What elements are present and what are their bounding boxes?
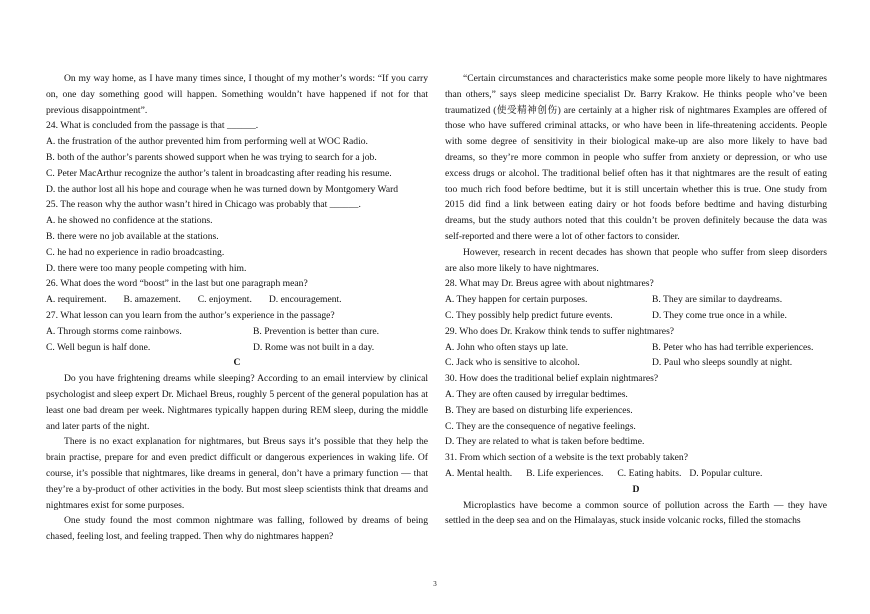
question-29-option-d: D. Paul who sleeps soundly at night. bbox=[652, 357, 793, 369]
left-column bbox=[46, 71, 428, 545]
question-28-options-row-1 bbox=[445, 292, 827, 308]
question-28-option-d: D. They come true once in a while. bbox=[652, 309, 787, 321]
question-31-option-d: D. Popular culture. bbox=[689, 467, 763, 479]
passage-c-paragraph-3: One study found the most common nightmare was falling, followed by dreams of being chased, feeling lost, and feeling trapped. Then why do nightmares happen? bbox=[46, 515, 428, 543]
question-27-option-b: B. Prevention is better than cure. bbox=[253, 325, 380, 337]
question-27-option-d: D. Rome was not built in a day. bbox=[253, 341, 375, 353]
question-24-option-c: C. Peter MacArthur recognize the author’s talent in broadcasting after reading his resume. bbox=[46, 167, 392, 179]
question-26-option-b: B. amazement. bbox=[123, 294, 181, 306]
question-26-option-d: D. encouragement. bbox=[268, 294, 342, 306]
question-27-stem: 27. What lesson can you learn from the author’s experience in the passage? bbox=[46, 309, 335, 321]
right-column bbox=[445, 71, 827, 529]
question-29-option-c: C. Jack who is sensitive to alcohol. bbox=[445, 357, 580, 369]
question-26-stem: 26. What does the word “boost” in the last but one paragraph mean? bbox=[46, 278, 308, 290]
question-26-option-a: A. requirement. bbox=[46, 294, 107, 306]
question-24-option-b: B. both of the author’s parents showed support when he was trying to search for a job. bbox=[46, 151, 377, 163]
question-27-options-row-2 bbox=[46, 340, 428, 356]
question-29-options-row-1 bbox=[445, 340, 827, 356]
question-27-options-row-1 bbox=[46, 324, 428, 340]
question-25-option-d: D. there were too many people competing with him. bbox=[46, 262, 247, 274]
question-29-stem: 29. Who does Dr. Krakow think tends to suffer nightmares? bbox=[445, 325, 675, 337]
question-28-option-c: C. They possibly help predict future events. bbox=[445, 309, 613, 321]
question-25-option-b: B. there were no job available at the stations. bbox=[46, 230, 219, 242]
question-31-option-a: A. Mental health. bbox=[445, 467, 513, 479]
question-29-option-a: A. John who often stays up late. bbox=[445, 341, 569, 353]
question-31-option-b: B. Life experiences. bbox=[526, 467, 604, 479]
question-25-stem: 25. The reason why the author wasn’t hired in Chicago was probably that ______. bbox=[46, 199, 361, 211]
question-30-stem: 30. How does the traditional belief explain nightmares? bbox=[445, 373, 659, 385]
question-30-option-b: B. They are based on disturbing life experiences. bbox=[445, 404, 633, 416]
passage-c-paragraph-4: “Certain circumstances and characteristics make some people more likely to have nightmares than others,” says sleep medicine specialist Dr. Barry Krakow. He thinks people who’ve been traumatized (使受精神创伤) are certainly at a higher risk of nightmares Examples are offered of those who have suffered criminal attacks, or who have been in life-threatening accidents. People with some degree of sensitivity in their biological make-up are also more likely to have bad dreams, so they’re more common in people who suffer from anxiety or depression, or who use excess drugs or alcohol. The traditional belief often has it that nightmares are the result of eating too much rich food before bedtime, but it is still uncertain whether this is true. One study from 2015 did find a link between eating dairy or hot foods before bedtime and having disturbing dreams, but the study authors noted that this couldn’t be proven definitely because the data was self-reported and there were a lot of other factors to consider. bbox=[445, 73, 827, 242]
question-29-option-b: B. Peter who has had terrible experiences. bbox=[652, 341, 814, 353]
question-28-option-a: A. They happen for certain purposes. bbox=[445, 294, 588, 306]
section-c-heading: C bbox=[233, 357, 241, 369]
passage-b-closing-paragraph: On my way home, as I have many times since, I thought of my mother’s words: “If you carry on, one day something good will happen. Something wouldn’t have happened if not for that previous disappointment”. bbox=[46, 73, 428, 116]
question-31-stem: 31. From which section of a website is the text probably taken? bbox=[445, 452, 688, 464]
question-31-options bbox=[445, 466, 827, 482]
question-24-option-d: D. the author lost all his hope and courage when he was turned down by Montgomery Ward bbox=[46, 183, 399, 195]
question-25-option-a: A. he showed no confidence at the stations. bbox=[46, 215, 213, 227]
question-26-option-c: C. enjoyment. bbox=[197, 294, 252, 306]
question-31-option-c: C. Eating habits. bbox=[617, 467, 682, 479]
section-d-heading: D bbox=[632, 483, 640, 495]
question-25-option-c: C. he had no experience in radio broadcasting. bbox=[46, 246, 225, 258]
passage-d-paragraph-1: Microplastics have become a common source of pollution across the Earth — they have settled in the deep sea and on the Himalayas, stuck inside volcanic rocks, filled the stomachs bbox=[445, 499, 827, 527]
question-30-option-c: C. They are the consequence of negative feelings. bbox=[445, 420, 636, 432]
question-30-option-d: D. They are related to what is taken before bedtime. bbox=[445, 436, 645, 448]
question-29-options-row-2 bbox=[445, 355, 827, 371]
question-24-option-a: A. the frustration of the author prevented him from performing well at WOC Radio. bbox=[46, 136, 368, 148]
question-28-options-row-2 bbox=[445, 308, 827, 324]
question-28-stem: 28. What may Dr. Breus agree with about nightmares? bbox=[445, 278, 654, 290]
question-27-option-c: C. Well begun is half done. bbox=[46, 341, 151, 353]
passage-c-paragraph-1: Do you have frightening dreams while sleeping? According to an email interview by clinical psychologist and sleep expert Dr. Michael Breus, roughly 5 percent of the general population has at least one bad dream per week. Nightmares typically happen during REM sleep, during the middle and later parts of the night. bbox=[46, 373, 428, 432]
passage-c-paragraph-5: However, research in recent decades has shown that people who suffer from sleep disorders are also more likely to have nightmares. bbox=[445, 246, 827, 274]
question-27-option-a: A. Through storms come rainbows. bbox=[46, 325, 182, 337]
question-24-stem: 24. What is concluded from the passage is that ______. bbox=[46, 120, 259, 132]
question-26-options bbox=[46, 292, 428, 308]
question-28-option-b: B. They are similar to daydreams. bbox=[652, 294, 783, 306]
question-30-option-a: A. They are often caused by irregular bedtimes. bbox=[445, 388, 628, 400]
passage-c-paragraph-2: There is no exact explanation for nightmares, but Breus says it’s possible that they help the brain practise, prepare for and even predict difficult or dangerous experiences in waking life. Of course, it’s possible that nightmares, like dreams in general, don’t have a primary function — that they’re a by-product of other activities in the body. But most sleep scientists think that dreams and nightmares exist for some purposes. bbox=[46, 436, 428, 511]
page-number: 3 bbox=[433, 580, 437, 588]
